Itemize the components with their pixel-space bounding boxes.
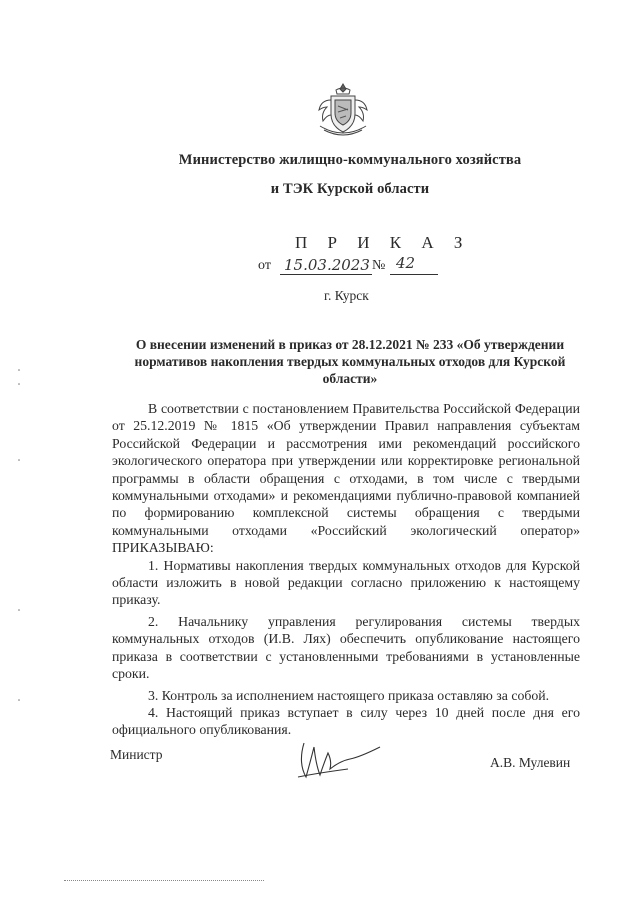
signatory-title: Министр <box>110 747 163 762</box>
signature-block <box>0 745 640 805</box>
footer-scan-rule <box>64 880 264 881</box>
order-number: 42 <box>396 254 416 272</box>
coat-of-arms-emblem <box>312 80 374 142</box>
order-city: г. Курск <box>324 288 369 303</box>
preamble-paragraph: В соответствии с постановлением Правительства Российской Федерации от 25.12.2019 № 1815 «Об утверждении Правил направления субъектам Российской Федерации и рассмотрения ими рекомендаций российского экологического оператора при утверждении или корректировке региональной программы в области обращения с отходами, в том числе с твердыми коммунальными отходами» и рекомендациями публично-правовой компанией по формированию комплексной системы обращения с твердыми коммунальными отходами «Российский экологический оператор» ПРИКАЗЫВАЮ: <box>112 401 580 556</box>
order-subject: О внесении изменений в приказ от 28.12.2021 № 233 «Об утверждении нормативов накопления твердых коммунальных отходов для Курской области» <box>134 337 566 386</box>
order-body <box>112 400 580 739</box>
order-date: 15.03.2023 <box>284 256 370 274</box>
date-underline <box>280 274 372 275</box>
order-item-2: 2. Начальнику управления регулирования системы твердых коммунальных отходов (И.В. Лях) обеспечить опубликование настоящего приказа в соответствии с установленными требованиями в установленные сроки. <box>112 613 580 682</box>
signatory-name: А.В. Мулевин <box>490 755 571 770</box>
order-item-4: 4. Настоящий приказ вступает в силу через 10 дней после дня его официального опубликования. <box>112 704 580 738</box>
order-item-3: 3. Контроль за исполнением настоящего приказа оставляю за собой. <box>148 687 550 703</box>
ministry-name-line2: и ТЭК Курской области <box>270 181 430 197</box>
handwritten-signature <box>286 733 386 793</box>
date-prefix: от <box>258 258 271 273</box>
order-item-1: 1. Нормативы накопления твердых коммунальных отходов для Курской области изложить в новой редакции согласно приложению к настоящему приказу. <box>112 557 580 608</box>
number-prefix: № <box>372 258 386 273</box>
ministry-name-line1: Министерство жилищно-коммунального хозяйства <box>178 152 522 168</box>
order-title: П Р И К А З <box>295 233 471 252</box>
number-underline <box>390 274 438 275</box>
scan-edge-marks <box>15 360 23 720</box>
